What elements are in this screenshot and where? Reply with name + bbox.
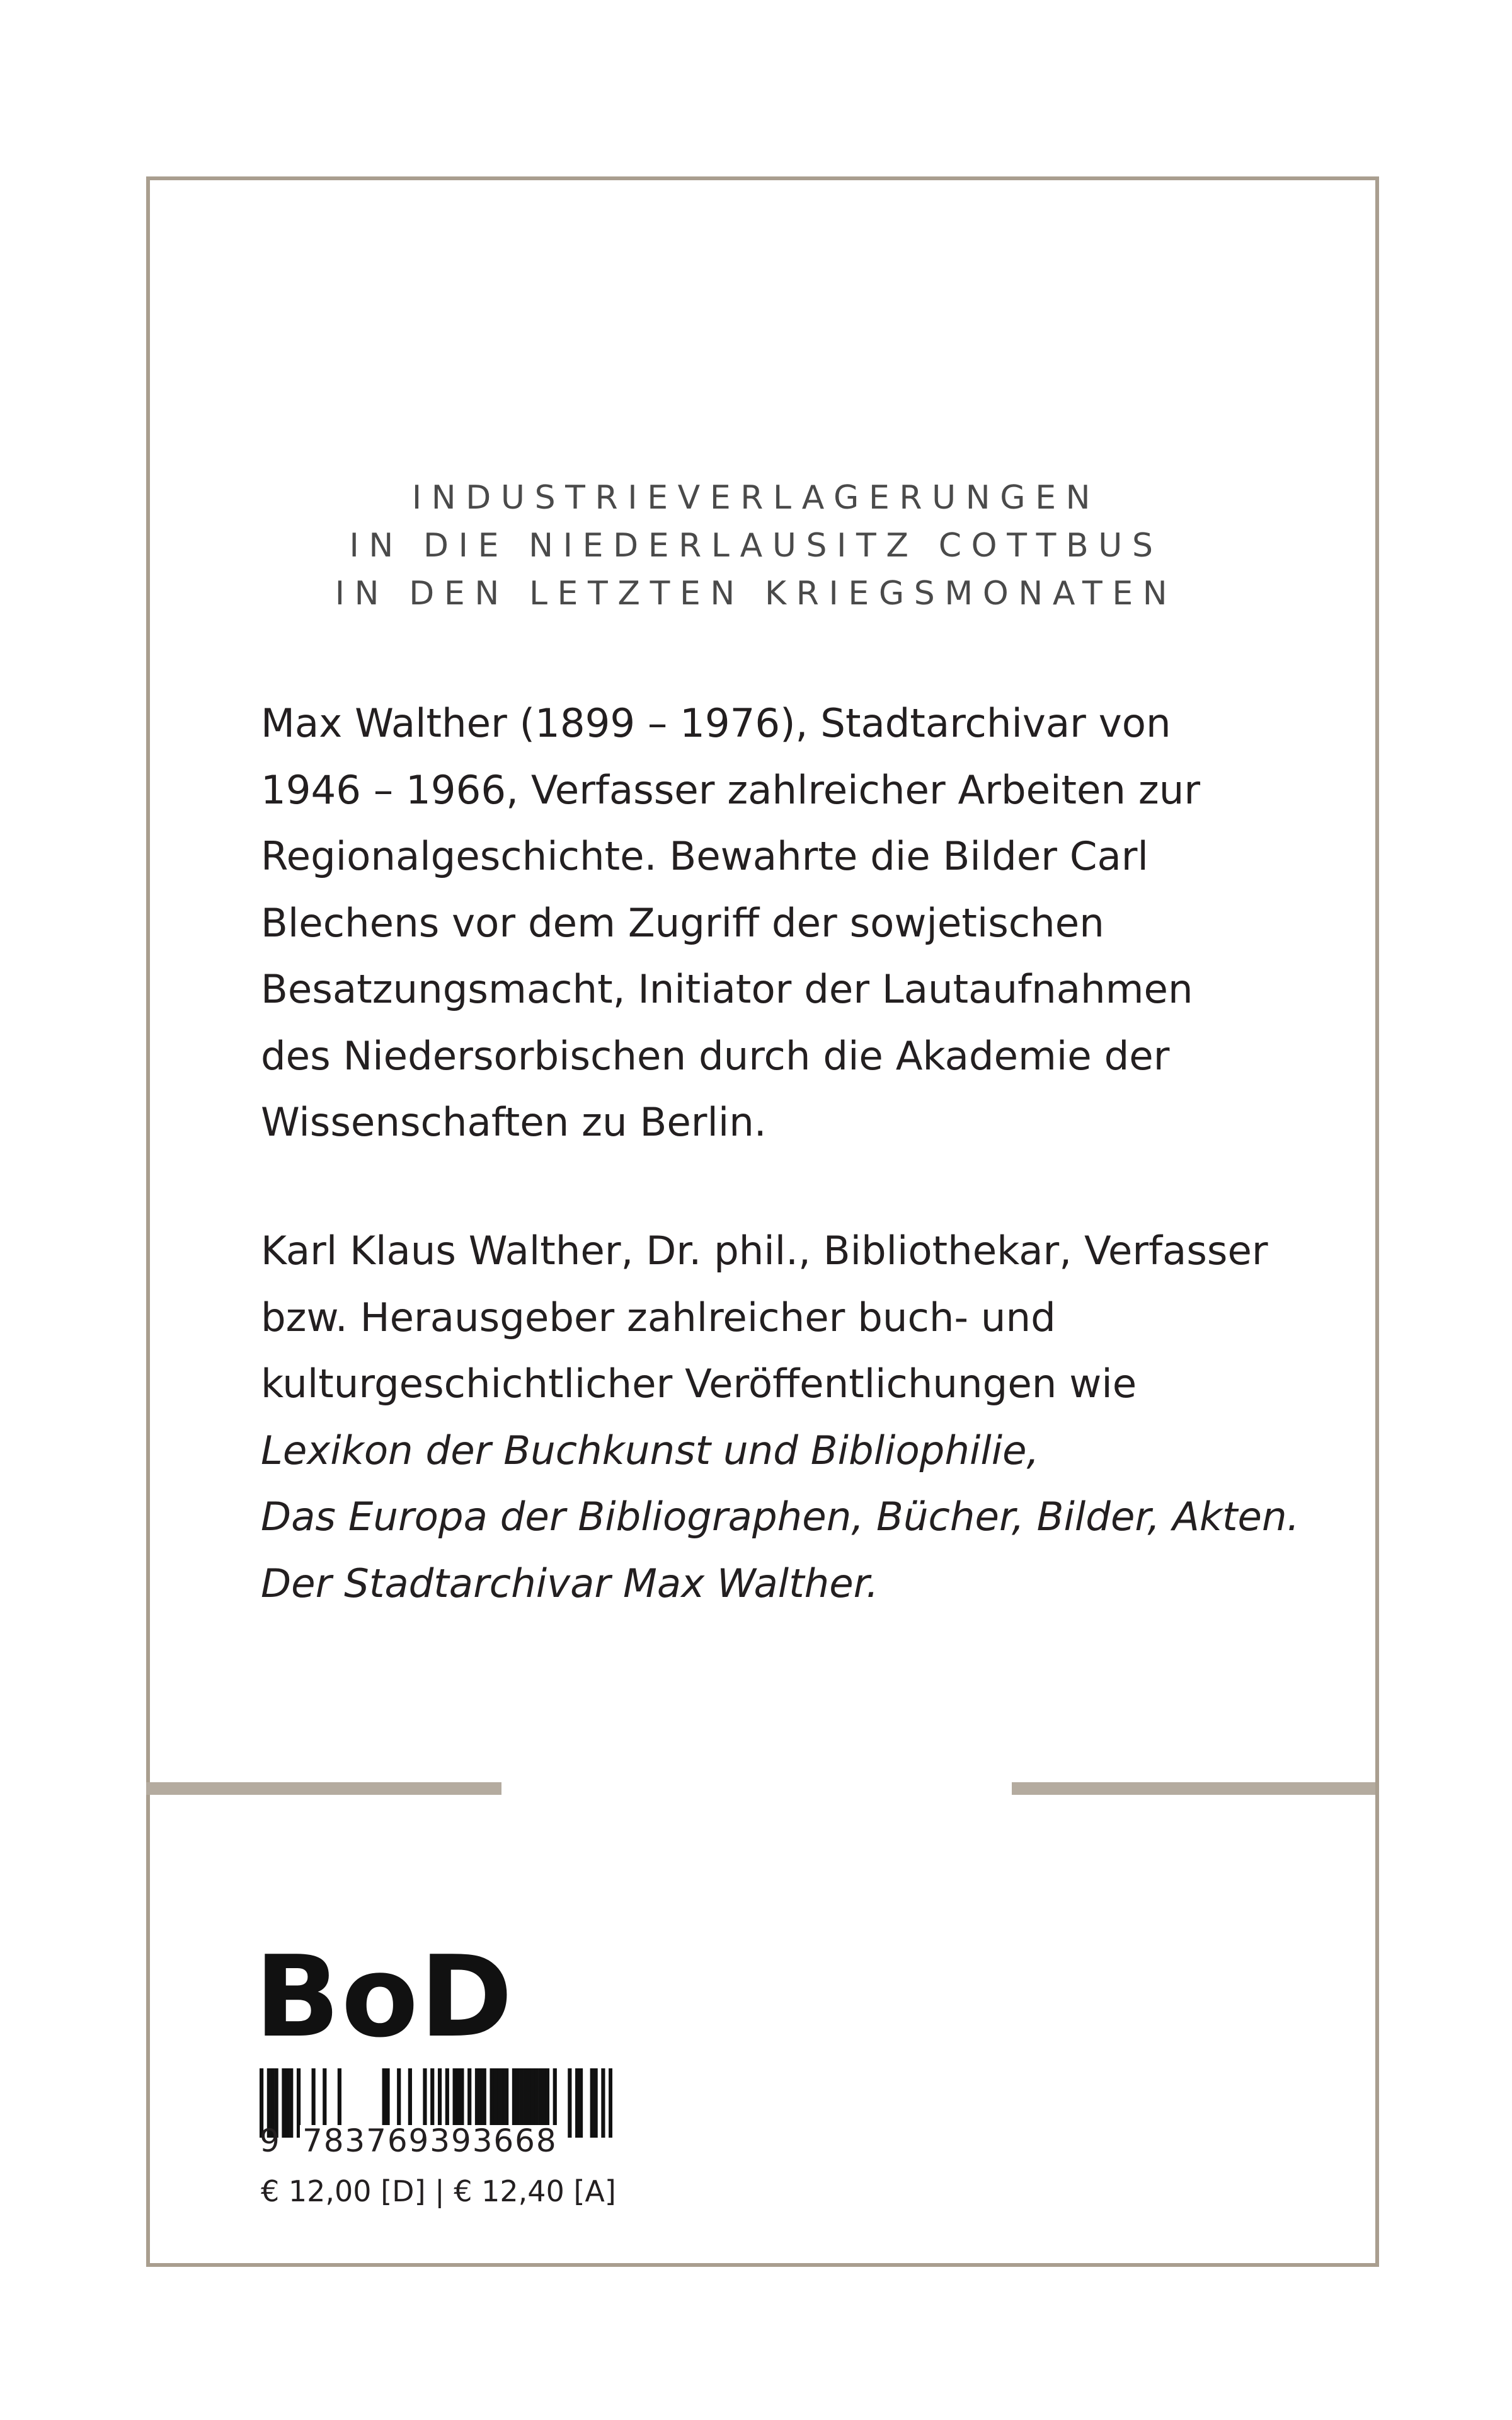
bio-line: Blechens vor dem Zugriff der sowjetischen	[261, 899, 1104, 946]
bio-line: Max Walther (1899 – 1976), Stadtarchivar von	[261, 700, 1171, 746]
bio-line: bzw. Herausgeber zahlreicher buch- und	[261, 1294, 1056, 1340]
bio-line: 1946 – 1966, Verfasser zahlreicher Arbeiten zur	[261, 766, 1201, 813]
isbn-first-digit: 9	[260, 2123, 280, 2159]
series-title-line: INDUSTRIEVERLAGERUNGEN	[411, 479, 1101, 517]
bio-line: Regionalgeschichte. Bewahrte die Bilder Carl	[261, 833, 1148, 879]
isbn-number	[260, 2106, 612, 2157]
divider-right	[1012, 1782, 1375, 1795]
book-title-line: Lexikon der Buchkunst und Bibliophilie,	[261, 1427, 1040, 1473]
bio-line: kulturgeschichtlicher Veröffentlichungen wie	[261, 1361, 1137, 1407]
bio-line: Wissenschaften zu Berlin.	[261, 1099, 767, 1145]
bio-line: Karl Klaus Walther, Dr. phil., Bibliothekar, Verfasser	[261, 1228, 1268, 1274]
divider-left	[146, 1782, 501, 1795]
publisher-logo: BoD	[255, 1932, 514, 2062]
author-bio-max-walther	[261, 690, 1294, 1156]
author-bio-karl-klaus-walther	[261, 1218, 1300, 1616]
book-title-line: Das Europa der Bibliographen, Bücher, Bilder, Akten.	[261, 1494, 1300, 1540]
series-title	[0, 474, 1512, 618]
isbn-digits: 783769393668	[300, 2125, 560, 2157]
bio-line: des Niedersorbischen durch die Akademie der	[261, 1032, 1170, 1079]
series-title-line: IN DEN LETZTEN KRIEGSMONATEN	[335, 575, 1177, 613]
series-title-line: IN DIE NIEDERLAUSITZ COTTBUS	[349, 527, 1163, 565]
price-label: € 12,00 [D] | € 12,40 [A]	[261, 2174, 616, 2208]
book-title-line: Der Stadtarchivar Max Walther.	[261, 1560, 879, 1606]
bio-line: Besatzungsmacht, Initiator der Lautaufnahmen	[261, 966, 1193, 1012]
